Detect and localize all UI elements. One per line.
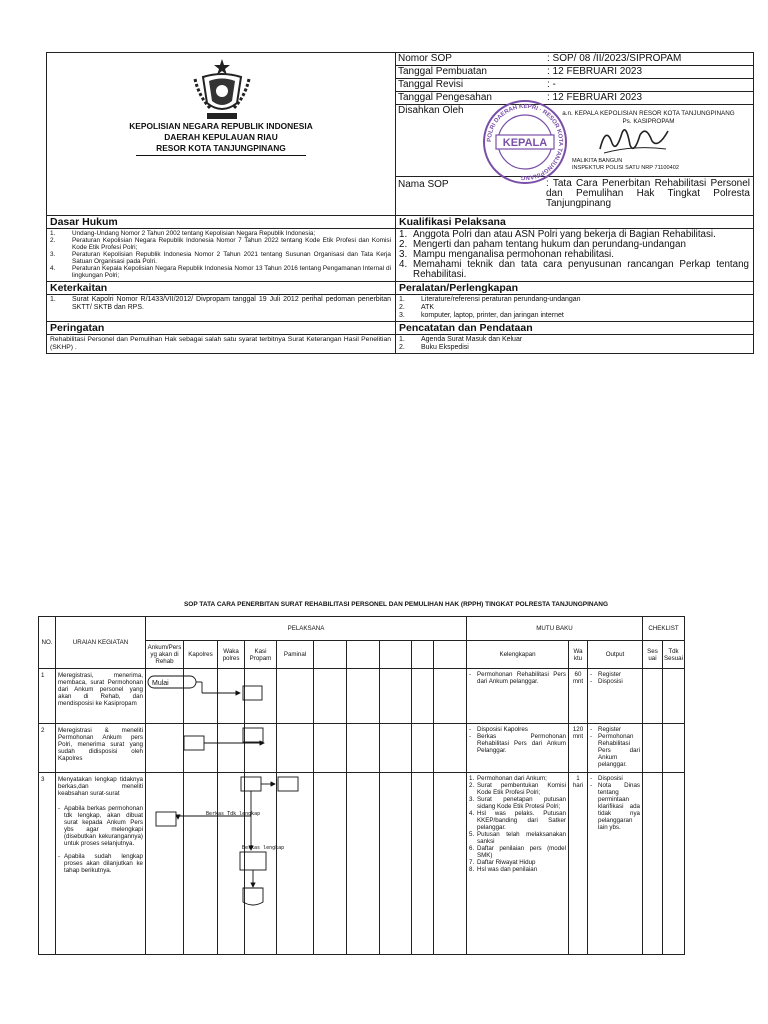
signer-name: MALIKITA BANGUN (572, 158, 623, 164)
header-kapolres: Kapolres (184, 641, 218, 669)
header-ankum: Ankum/Pers yg akan di Rehab (146, 641, 184, 669)
sop-meta (396, 53, 753, 215)
pencatatan-section (396, 322, 753, 353)
meta-row-revisi (396, 79, 753, 92)
meta-value: : 12 FEBRUARI 2023 (547, 92, 643, 103)
police-crest-icon (189, 57, 255, 123)
section-title: Peralatan/Perlengkapan (396, 282, 753, 295)
stamp-text: KEPALA (502, 137, 548, 149)
list-item: 2. Peraturan Kepolisian Negara Republik Indonesia Nomor 7 Tahun 2022 tentang Kode Etik Profesi dan Komisi Kode Etik Profesi Polri; (50, 237, 391, 251)
approval-key: Disahkan Oleh (398, 105, 464, 116)
nama-sop-block (396, 177, 753, 215)
header-ceklist: CHEKLIST (643, 617, 685, 641)
list-item: 2. Mengerti dan paham tentang hukum dan perundang-undangan (399, 239, 686, 250)
signer-rank: INSPEKTUR POLISI SATU NRP 71100402 (572, 165, 679, 171)
dasar-hukum-section (47, 216, 396, 281)
row-waktu: 60 mnt (569, 669, 588, 724)
nama-sop-key: Nama SOP (398, 179, 449, 190)
meta-value: : - (547, 79, 556, 90)
header-waktu: Wa ktu (569, 641, 588, 669)
row-output: - Register - Permohonan Rehabilitasi Pers dari Ankum pelanggar. (588, 724, 643, 773)
approval-signer (572, 158, 679, 172)
org-line-2: DAERAH KEPULAUAN RIAU (164, 132, 278, 142)
header-sesuai: Ses uai (643, 641, 663, 669)
flow-table (38, 616, 685, 955)
row-tdk-sesuai[interactable] (663, 669, 685, 724)
row-kelengkapan: - Disposisi Kapolres - Berkas Permohonan Rehabilitasi Pers dari Ankum Pelanggar. (467, 724, 569, 773)
header-output: Output (588, 641, 643, 669)
nama-sop-value: : Tata Cara Penerbitan Rehabilitasi Personel dan Pemulihan Hak Tingkat Polresta Tanjungpinang (546, 178, 750, 209)
table-row (39, 773, 685, 955)
row-kelengkapan: - Permohonan Rehabilitasi Pers dari Ankum pelanggar. (467, 669, 569, 724)
section-title: Kualifikasi Pelaksana (396, 216, 753, 229)
meta-key: Tanggal Pembuatan (398, 66, 487, 77)
section-row-2 (47, 282, 753, 322)
row-uraian-main: Menyatakan lengkap tidaknya berkas,dan meneliti keabsahan surat-surat (58, 776, 143, 797)
list-item: 1. Undang-Undang Nomor 2 Tahun 2002 tentang Kepolisian Negara Republik Indonesia; (50, 230, 316, 237)
row-waktu: 1 hari (569, 773, 588, 955)
header-blank-3 (380, 641, 412, 669)
row-uraian-b: Apabila sudah lengkap proses akan dilanjutkan ke tahap berikutnya. (64, 853, 143, 874)
header-blank-4 (412, 641, 434, 669)
stamp-ring-text: POLRI DAERAH KEPRI · RESOR KOTA TANJUNGPINANG (486, 103, 564, 181)
approval-title-1: a.n. KEPALA KEPOLISIAN RESOR KOTA TANJUNGPINANG (562, 110, 735, 117)
pencatatan-list (396, 335, 753, 353)
organization-block (47, 53, 396, 215)
list-item: 3. Mampu menganalisa permohonan rehabilitasi. (399, 249, 614, 260)
header-mutu-baku: MUTU BAKU (467, 617, 643, 641)
list-item: 2. Buku Ekspedisi (399, 344, 469, 351)
row-uraian: Meregistrasi, menerima, membaca, surat Permohonan dari Ankum personel yang akan di Rehab, dan mendisposisi ke Kasipropam (56, 669, 146, 724)
signature-icon (594, 119, 674, 159)
header-kasi: Kasi Propam (245, 641, 277, 669)
peralatan-list (396, 295, 753, 321)
row-no: 1 (39, 669, 56, 724)
list-item: 3. komputer, laptop, printer, dan jaringan internet (399, 312, 564, 319)
org-line-3: RESOR KOTA TANJUNGPINANG (136, 143, 306, 156)
row-output: - Register - Disposisi (588, 669, 643, 724)
list-item: 2. ATK (399, 304, 435, 311)
meta-value: : SOP/ 08 /II/2023/SIPROPAM (547, 53, 682, 64)
header-waka: Waka polres (218, 641, 245, 669)
meta-value: : 12 FEBRUARI 2023 (547, 66, 643, 77)
row-sesuai[interactable] (643, 773, 663, 955)
berkas-lengkap-label: Berkas lengkap (242, 845, 285, 851)
peringatan-section (47, 322, 396, 353)
list-item: 4. Memahami teknik dan tata cara penyusunan rancangan Perkap tentang Rehabilitasi. (399, 259, 749, 280)
list-item: 1. Surat Kapolri Nomor R/1433/VII/2012/ Divpropam tanggal 19 Juli 2012 perihal pedoman penerbitan SKTT/ SKTB dan RPS. (50, 296, 391, 311)
row-tdk-sesuai[interactable] (663, 773, 685, 955)
list-item: 1. Agenda Surat Masuk dan Keluar (399, 336, 523, 343)
row-uraian: Menyatakan lengkap tidaknya berkas,dan meneliti keabsahan surat-surat - Apabila berkas permohonan tdk lengkap, akan dibuat surat kepada Ankum Pers ybs agar melengkapi (disebutkan kekurangannya) untuk proses selanjutnya. - Apabila sudah lengkap proses akan dilanjutkan ke tahap berikutnya. (56, 773, 146, 955)
org-line-1: KEPOLISIAN NEGARA REPUBLIK INDONESIA (129, 121, 313, 131)
row-uraian: Meregistrasi & meneliti Permohonan Ankum pers Polri, menerima surat yang sudah didisposisi oleh Kapolres (56, 724, 146, 773)
list-item: 3. Peraturan Kepolisian Republik Indonesia Nomor 2 Tahun 2021 tentang Susunan Organisasi dan Tata Kerja Satuan Organisasi pada Polri. (50, 251, 391, 265)
header-no: NO. (39, 617, 56, 669)
row-uraian-a: Apabila berkas permohonan tdk lengkap, akan dibuat surat kepada Ankum Pers ybs agar melengkapi (disebutkan kekurangannya) untuk proses selanjutnya. (64, 805, 143, 847)
flow-title: SOP TATA CARA PENERBITAN SURAT REHABILITASI PERSONEL DAN PEMULIHAN HAK (RPPH) TINGKAT POLRESTA TANJUNGPINANG (183, 601, 609, 608)
section-title: Pencatatan dan Pendataan (396, 322, 753, 335)
meta-row-pembuatan (396, 66, 753, 79)
meta-key: Tanggal Revisi (398, 79, 464, 90)
header-pelaksana: PELAKSANA (146, 617, 467, 641)
keterkaitan-list (47, 295, 395, 313)
header-kelengkapan: Kelengkapan (467, 641, 569, 669)
approval-title-2: Ps. KASIPROPAM (622, 118, 675, 125)
start-label: Mulai (152, 680, 169, 687)
section-title: Peringatan (47, 322, 395, 335)
table-row (39, 724, 685, 773)
meta-row-nomor (396, 53, 753, 66)
header-blank-5 (434, 641, 467, 669)
row-output: - Disposisi - Nota Dinas tentang permintaan klarifikasi ada tidak nya pelanggaran lain ybs. (588, 773, 643, 955)
meta-key: Nomor SOP (398, 53, 452, 64)
dasar-hukum-list (47, 229, 395, 280)
row-kelengkapan: 1. Permohonan dari Ankum; 2. Surat pembentukan Komisi Kode Etik Profesi Polri; 3. Surat penetapan putusan sidang Kode Etik Protesi Polri; 4. Hsl was pelaks. Putusan KKEP/banding dari Satker pelanggar. 5. Putusan telah melaksanakan sanksi 6. Daftar penilaian pers (model SMK) 7. Daftar Riwayat Hidup 8. Hsl was dan penilaian (467, 773, 569, 955)
section-row-3 (47, 322, 753, 353)
meta-key: Tanggal Pengesahan (398, 92, 492, 103)
kualifikasi-list (396, 229, 753, 281)
header-uraian: URAIAN KEGIATAN (56, 617, 146, 669)
approval-block (396, 105, 753, 177)
section-row-1 (47, 216, 753, 282)
peringatan-text: Rehabilitasi Personel dan Pemulihan Hak sebagai salah satu syarat terbitnya Surat Keterangan Hasil Penelitian (SKHP) . (50, 336, 391, 351)
meta-row-pengesahan (396, 92, 753, 105)
keterkaitan-section (47, 282, 396, 321)
berkas-tdk-label: Berkas Tdk lengkap (206, 811, 261, 817)
section-title: Keterkaitan (47, 282, 395, 295)
organization-name (47, 121, 395, 156)
row-waktu: 120 mnt (569, 724, 588, 773)
kualifikasi-section (396, 216, 753, 281)
list-item: 4. Peraturan Kepala Kepolisian Negara Republik Indonesia Nomor 13 Tahun 2016 tentang Pengamanan Internal di lingkungan Polri; (50, 265, 391, 279)
header-blank-2 (347, 641, 380, 669)
row-no: 3 (39, 773, 56, 955)
header-blank-1 (314, 641, 347, 669)
list-item: 1. Literature/referensi peraturan perundang-undangan (399, 296, 581, 303)
sop-header-table (46, 52, 754, 354)
row-sesuai[interactable] (643, 669, 663, 724)
list-item: 1. Anggota Polri dan atau ASN Polri yang bekerja di Bagian Rehabilitasi. (399, 229, 716, 240)
row-tdk-sesuai[interactable] (663, 724, 685, 773)
row-sesuai[interactable] (643, 724, 663, 773)
section-title: Dasar Hukum (47, 216, 395, 229)
header-tdk-sesuai: Tdk Sesuai (663, 641, 685, 669)
table-row (39, 669, 685, 724)
row-no: 2 (39, 724, 56, 773)
peralatan-section (396, 282, 753, 321)
official-stamp-icon (482, 99, 568, 185)
sop-head (47, 53, 753, 216)
header-paminal: Paminal (277, 641, 314, 669)
